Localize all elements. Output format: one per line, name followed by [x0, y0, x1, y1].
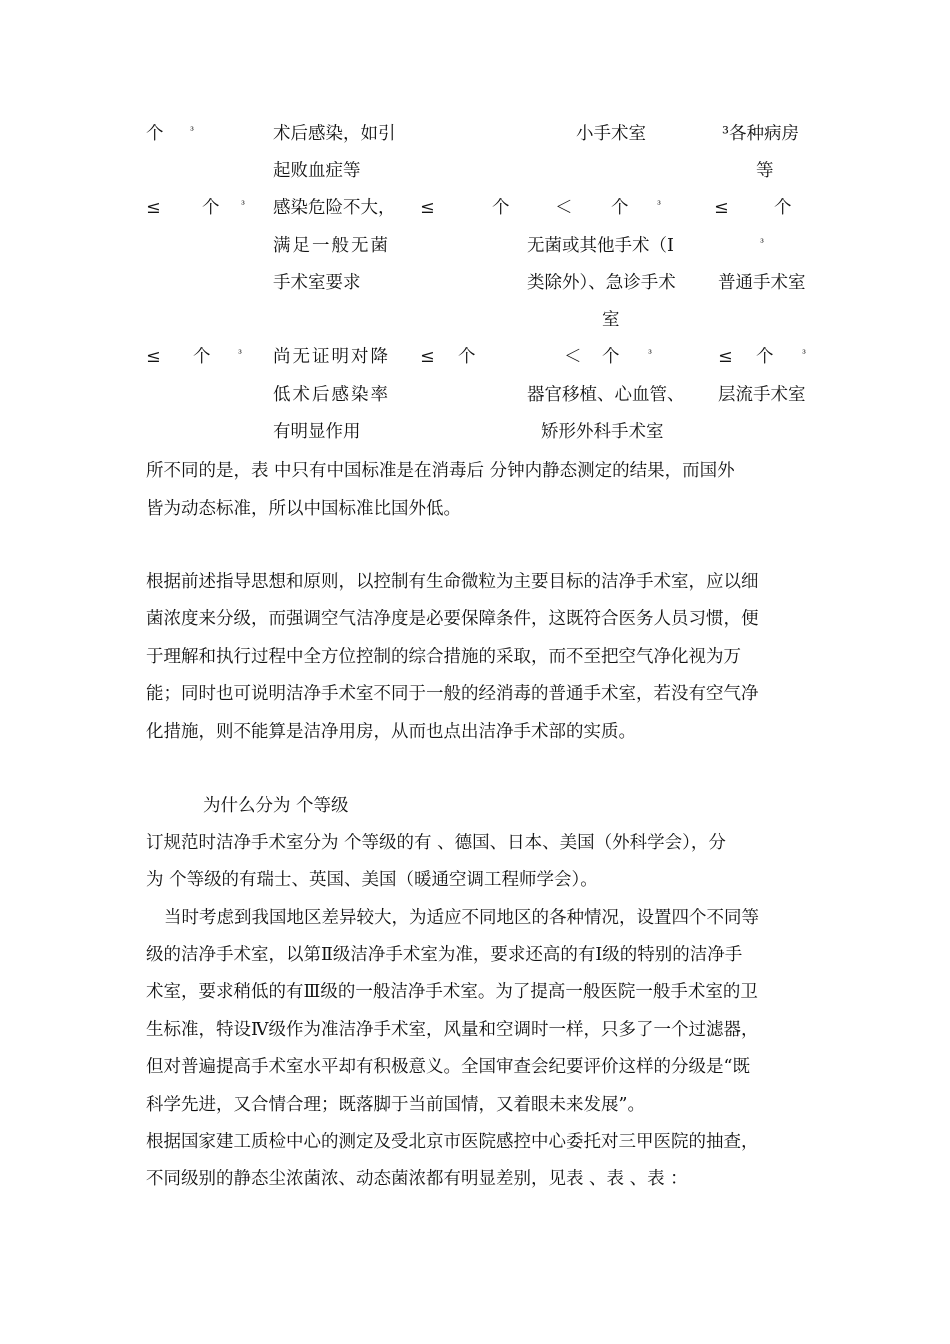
row2-col5-leq: ≤ — [714, 198, 729, 218]
row3-china-room-line1: 器官移植、心血管、 — [527, 385, 685, 405]
row3-col4-lt: ＜ — [564, 347, 582, 367]
row3-col3-count: 个 — [458, 347, 476, 367]
row2-risk-line2: 满足一般无菌 — [273, 236, 390, 256]
row3-risk-line1: 尚无证明对降 — [273, 347, 390, 367]
row2-foreign-room: 普通手术室 — [718, 273, 806, 293]
row3-leq: ≤ — [146, 347, 161, 367]
row2-col5-superscript: ³ — [760, 238, 765, 249]
row2-china-room-line2: 类除外）、急诊手术 — [527, 273, 676, 293]
para2-line3: 于理解和执行过程中全方位控制的综合措施的采取，而不至把空气净化视为万 — [146, 647, 741, 667]
row1-superscript: ³ — [190, 126, 195, 137]
para2-line1: 根据前述指导思想和原则，以控制有生命微粒为主要目标的洁净手术室，应以细 — [146, 572, 759, 592]
row2-china-room-line3: 室 — [602, 310, 620, 330]
para2-line4: 能；同时也可说明洁净手术室不同于一般的经消毒的普通手术室，若没有空气净 — [146, 684, 759, 704]
para5-line1: 根据国家建工质检中心的测定及受北京市医院感控中心委托对三甲医院的抽查， — [146, 1132, 759, 1152]
para1-line2: 皆为动态标准，所以中国标准比国外低。 — [146, 499, 461, 519]
row2-risk-line1: 感染危险不大， — [273, 198, 396, 218]
row3-count: 个 — [193, 347, 211, 367]
row1-china-room: 小手术室 — [576, 124, 646, 144]
row3-col4-count: 个 — [602, 347, 620, 367]
row3-risk-line2: 低术后感染率 — [273, 385, 390, 405]
row3-foreign-room: 层流手术室 — [718, 385, 806, 405]
row3-col5-count: 个 — [756, 347, 774, 367]
para4-line6: 科学先进，又合情合理；既落脚于当前国情，又着眼未来发展”。 — [146, 1095, 645, 1115]
row3-china-room-line2: 矫形外科手术室 — [541, 422, 664, 442]
row1-count: 个 — [146, 124, 164, 144]
para3-line2: 为 个等级的有瑞士、英国、美国（暖通空调工程师学会）。 — [146, 870, 598, 890]
row1-risk-line2: 起败血症等 — [273, 161, 361, 181]
para4-line3: 术室，要求稍低的有Ⅲ级的一般洁净手术室。为了提高一般医院一般手术室的卫 — [146, 982, 758, 1002]
row2-china-room-line1: 无菌或其他手术（Ⅰ — [527, 236, 674, 256]
row2-risk-line3: 手术室要求 — [273, 273, 361, 293]
row3-col3-leq: ≤ — [420, 347, 435, 367]
para4-line1: 当时考虑到我国地区差异较大，为适应不同地区的各种情况，设置四个不同等 — [164, 908, 759, 928]
row2-leq: ≤ — [146, 198, 161, 218]
para4-line5: 但对普遍提高手术室水平却有积极意义。全国审查会纪要评价这样的分级是“既 — [146, 1057, 750, 1077]
row3-col5-leq: ≤ — [718, 347, 733, 367]
row2-col3-count: 个 — [492, 198, 510, 218]
row3-col5-superscript: ³ — [802, 349, 807, 360]
row2-superscript: ³ — [241, 200, 246, 211]
row3-superscript: ³ — [238, 349, 243, 360]
row1-risk-line1: 术后感染，如引 — [273, 124, 396, 144]
para3-line1: 订规范时洁净手术室分为 个等级的有 、德国、日本、美国（外科学会），分 — [146, 833, 726, 853]
row3-risk-line3: 有明显作用 — [273, 422, 361, 442]
row2-col4-superscript: ³ — [657, 200, 662, 211]
para1-line1: 所不同的是，表 中只有中国标准是在消毒后 分钟内静态测定的结果，而国外 — [146, 461, 735, 481]
para4-line4: 生标准，特设Ⅳ级作为准洁净手术室，风量和空调时一样，只多了一个过滤器， — [146, 1020, 759, 1040]
para5-line2: 不同级别的静态尘浓菌浓、动态菌浓都有明显差别，见表 、表 、表 ： — [146, 1169, 688, 1189]
row2-col4-count: 个 — [611, 198, 629, 218]
row2-col3-leq: ≤ — [420, 198, 435, 218]
para2-line5: 化措施，则不能算是洁净用房，从而也点出洁净手术部的实质。 — [146, 722, 636, 742]
row2-col4-lt: ＜ — [555, 198, 573, 218]
para4-line2: 级的洁净手术室，以第Ⅱ级洁净手术室为准，要求还高的有Ⅰ级的特别的洁净手 — [146, 945, 743, 965]
para2-line2: 菌浓度来分级，而强调空气洁净度是必要保障条件，这既符合医务人员习惯，便 — [146, 609, 759, 629]
row3-col4-superscript: ³ — [648, 349, 653, 360]
section-heading: 为什么分为 个等级 — [203, 796, 349, 816]
row1-foreign-room-line2: 等 — [756, 161, 774, 181]
row2-col5-count: 个 — [774, 198, 792, 218]
row1-foreign-room-line1: ³各种病房 — [722, 124, 800, 144]
row2-count: 个 — [202, 198, 220, 218]
